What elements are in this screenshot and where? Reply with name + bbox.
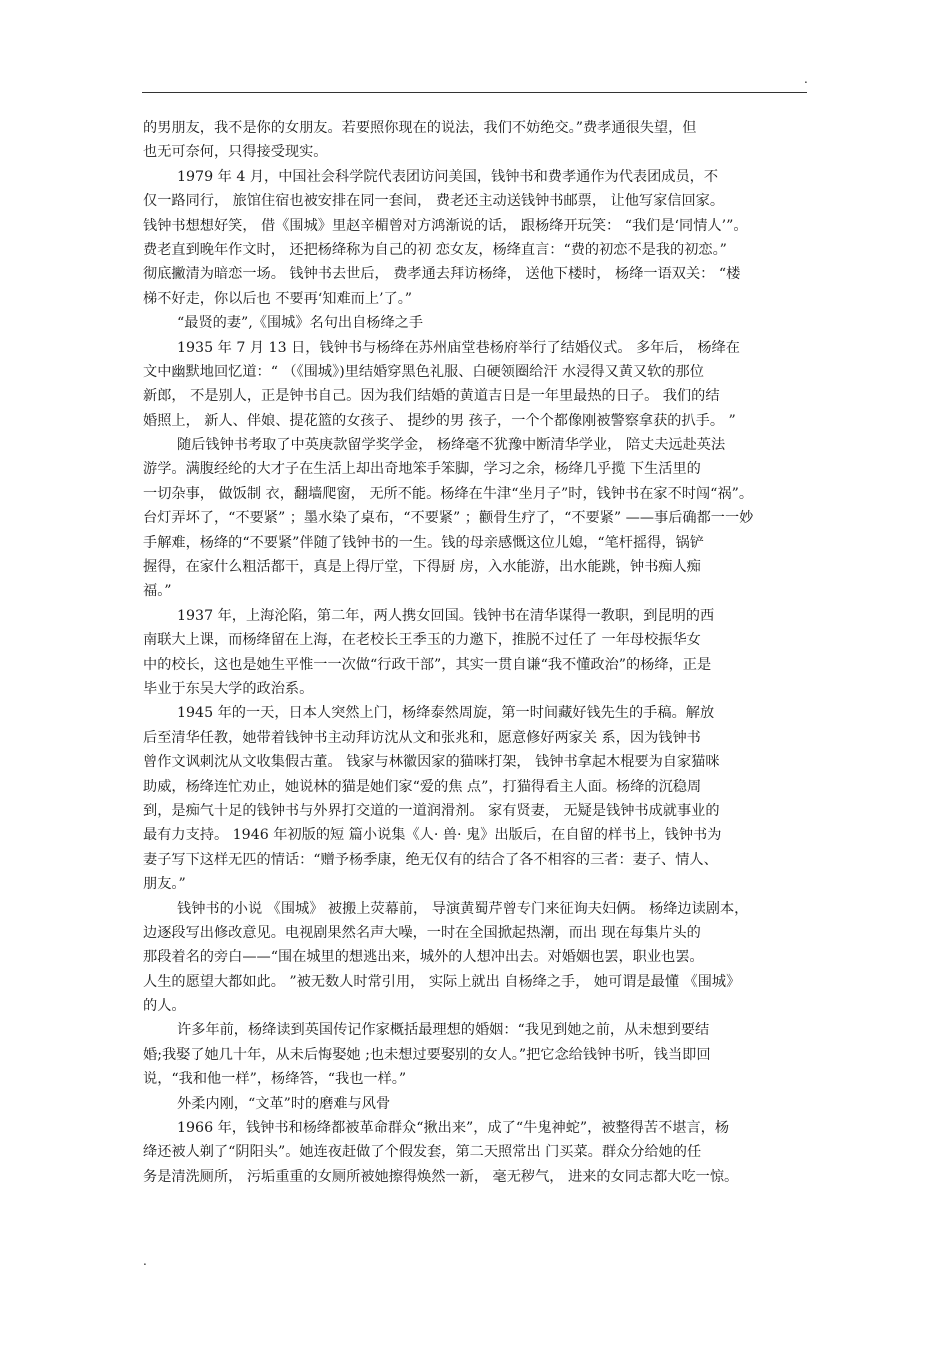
text-line: 新郎， 不是别人，正是钟书自己。因为我们结婚的黄道吉日是一年里最热的日子。 我们的结 — [143, 388, 720, 405]
text-line: 的男朋友，我不是你的女朋友。若要照你现在的说法，我们不妨绝交。”费孝通很失望，但 — [143, 120, 697, 136]
text-line: 文中幽默地回忆道：“ （《围城》)里结婚穿黑色礼服、白硬领圈给汗 水浸得又黄又软的那位 — [143, 363, 704, 380]
text-line: 毕业于东吴大学的政治系。 — [143, 680, 314, 697]
text-line: 彻底撇清为暗恋一场。 钱钟书去世后， 费孝通去拜访杨绛， 送他下楼时， 杨绛一语双关： “楼 — [143, 266, 741, 283]
footer-mark: . — [143, 1254, 147, 1268]
text-line: 助威，杨绛连忙劝止，她说林的猫是她们家“爱的焦 点”，打猫得看主人面。杨绛的沉稳周 — [143, 778, 702, 795]
text-line: 绛还被人剃了“阴阳头”。她连夜赶做了个假发套，第二天照常出 门买菜。群众分给她的任 — [143, 1144, 702, 1161]
text-line: 握得，在家什么粗活都干，真是上得厅堂，下得厨 房，入水能游，出水能跳，钟书痴人痴 — [143, 559, 701, 576]
text-line: 费老直到晚年作文时， 还把杨绛称为自己的初 恋女友，杨绛直言：“费的初恋不是我的初恋。” — [143, 241, 727, 258]
text-line: 南联大上课，而杨绛留在上海，在老校长王季玉的力邀下，推脱不过任了 一年母校振华女 — [143, 632, 701, 649]
text-line: 妻子写下这样无匹的情话：“赠予杨季康，绝无仅有的结合了各不相容的三者：妻子、情人、 — [143, 851, 718, 868]
text-line: 钱钟书想想好笑， 借《围城》里赵辛楣曾对方鸿渐说的话， 跟杨绛开玩笑： “我们是‘同情人’”。 — [143, 217, 748, 234]
text-line: 朋友。” — [143, 876, 186, 893]
text-line: 福。” — [143, 583, 172, 600]
text-line: 说，“我和他一样”，杨绛答，“我也一样。” — [143, 1071, 407, 1088]
text-line: 最有力支持。 1946 年初版的短 篇小说集《人· 兽· 鬼》出版后，在自留的样书上，钱钟书为 — [143, 827, 722, 844]
document-body — [143, 116, 823, 1189]
text-line: 中的校长，这也是她生平惟一一次做“行政干部”，其实一贯自谦“我不懂政治”的杨绛，正是 — [143, 656, 712, 673]
text-line: 曾作文讽刺沈从文收集假古董。 钱家与林徽因家的猫咪打架， 钱钟书拿起木棍要为自家猫咪 — [143, 754, 720, 771]
text-line: 仅一路同行， 旅馆住宿也被安排在同一套间， 费老还主动送钱钟书邮票， 让他写家信回家。 — [143, 193, 725, 210]
text-line: 手解难，杨绛的“不要紧”伴随了钱钟书的一生。钱的母亲感慨这位儿媳，“笔杆摇得，锅铲 — [143, 534, 704, 551]
text-line: 那段着名的旁白——“围在城里的想逃出来，城外的人想冲出去。对婚姻也罢，职业也罢。 — [143, 949, 704, 966]
text-line: 婚照上， 新人、伴娘、提花篮的女孩子、 提纱的男 孩子，一个个都像刚被警察拿获的扒手。 ” — [143, 412, 736, 429]
text-line: 1966 年，钱钟书和杨绛都被革命群众“揪出来”，成了“牛鬼神蛇”，被整得苦不堪言，杨 — [177, 1120, 730, 1137]
header-mark: . — [804, 72, 808, 86]
text-line: 婚;我娶了她几十年，从未后悔娶她 ;也未想过要娶别的女人。”把它念给钱钟书听，钱当即回 — [143, 1046, 711, 1063]
text-line: 1979 年 4 月，中国社会科学院代表团访问美国，钱钟书和费孝通作为代表团成员，不 — [177, 168, 719, 185]
text-line: 边逐段写出修改意见。电视剧果然名声大噪，一时在全国掀起热潮，而出 现在每集片头的 — [143, 924, 701, 941]
text-line: 的人。 — [143, 998, 186, 1015]
text-line: 也无可奈何，只得接受现实。 — [143, 144, 328, 161]
text-line: 台灯弄坏了，“不要紧” ；墨水染了桌布，“不要紧” ；颧骨生疗了，“不要紧” ——事后确都一一妙 — [143, 510, 754, 527]
text-line: 一切杂事， 做饭制 衣，翻墙爬窗， 无所不能。杨绛在牛津“坐月子”时，钱钟书在家不时闯“祸”。 — [143, 485, 754, 502]
text-line: “最贤的妻”,《围城》名句出自杨绛之手 — [177, 315, 424, 332]
text-line: 人生的愿望大都如此。 ”被无数人时常引用， 实际上就出 自杨绛之手， 她可谓是最懂 《围城》 — [143, 973, 741, 990]
text-line: 钱钟书的小说 《围城》 被搬上荧幕前， 导演黄蜀芹曾专门来征询夫妇俩。 杨绛边读剧本， — [177, 900, 749, 917]
text-line: 1935 年 7 月 13 日，钱钟书与杨绛在苏州庙堂巷杨府举行了结婚仪式。 多年后， 杨绛在 — [177, 339, 740, 356]
text-line: 后至清华任教，她带着钱钟书主动拜访沈从文和张兆和，愿意修好两家关 系，因为钱钟书 — [143, 729, 701, 746]
text-line: 到，是痴气十足的钱钟书与外界打交道的一道润滑剂。 家有贤妻， 无疑是钱钟书成就事业的 — [143, 802, 720, 819]
text-line: 游学。满腹经纶的大才子在生活上却出奇地笨手笨脚，学习之余，杨绛几乎揽 下生活里的 — [143, 461, 701, 478]
text-line: 随后钱钟书考取了中英庚款留学奖学金， 杨绛毫不犹豫中断清华学业， 陪丈夫远赴英法 — [177, 437, 726, 454]
text-line: 梯不好走，你以后也 不要再‘知难而上’了。” — [143, 290, 413, 307]
text-line: 务是清洗厕所， 污垢重重的女厕所被她擦得焕然一新， 毫无秽气， 进来的女同志都大吃一惊。 — [143, 1168, 739, 1185]
header-rule — [142, 92, 807, 93]
text-line: 外柔内刚，“文革”时的磨难与风骨 — [177, 1095, 391, 1112]
text-line: 1945 年的一天，日本人突然上门，杨绛泰然周旋，第一时间藏好钱先生的手稿。解放 — [177, 705, 715, 722]
text-line: 1937 年，上海沦陷，第二年，两人携女回国。钱钟书在清华谋得一教职，到昆明的西 — [177, 607, 715, 624]
text-line: 许多年前，杨绛读到英国传记作家概括最理想的婚姻：“我见到她之前，从未想到要结 — [177, 1022, 710, 1039]
